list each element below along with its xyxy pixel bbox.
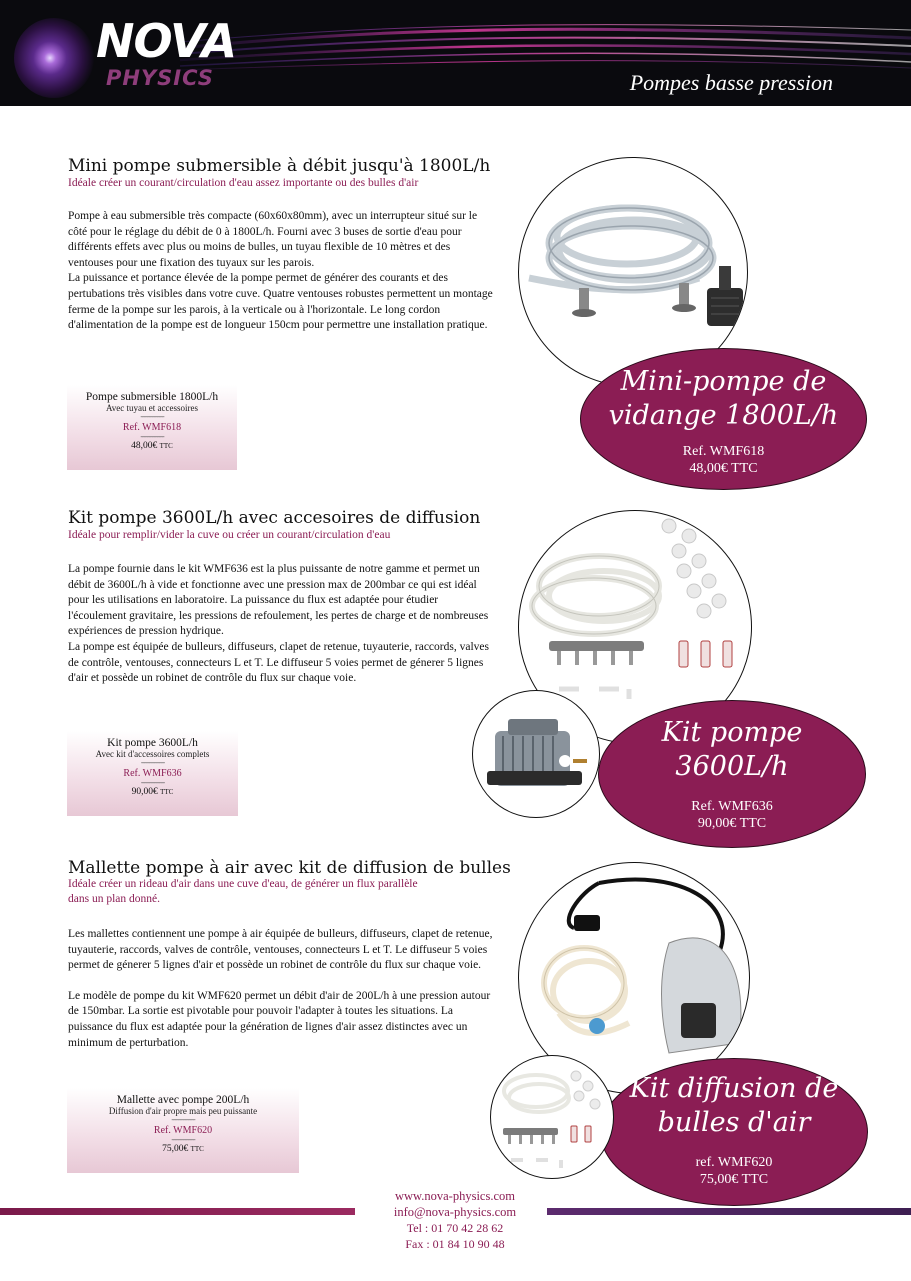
divider: -------------- <box>140 778 165 787</box>
oval-title: 3600L/h <box>675 751 789 782</box>
oval-price: 48,00€ TTC <box>689 461 758 476</box>
product-description: Diffusion d'air propre mais peu puissante <box>108 1106 258 1116</box>
product-ref: Ref. WMF618 <box>122 422 182 433</box>
section-3-subtitle: Idéale créer un rideau d'air dans une cuve d'eau, de générer un flux parallèle dans un plan donné. <box>68 878 418 905</box>
page-header <box>0 0 911 106</box>
divider: -------------- <box>140 758 165 767</box>
product-image-diffusion-accessories <box>490 1055 614 1179</box>
oval-title: Kit diffusion de <box>629 1073 839 1104</box>
footer-contact <box>340 1188 570 1252</box>
product-image-air-pump <box>472 690 600 818</box>
section-2-body <box>68 562 490 687</box>
oval-title: vidange 1800L/h <box>608 400 839 431</box>
section-1-body <box>68 209 498 334</box>
oval-title: Mini-pompe de <box>620 366 827 397</box>
oval-title: bulles d'air <box>657 1107 811 1138</box>
product-price: 90,00€ TTC <box>131 787 174 797</box>
logo-orb-icon <box>14 18 94 98</box>
section-1-title: Mini pompe submersible à débit jusqu'à 1800L/h <box>68 156 491 176</box>
section-3-title: Mallette pompe à air avec kit de diffusion de bulles <box>68 858 511 878</box>
divider: -------------- <box>140 412 164 421</box>
footer-tel: Tel : 01 70 42 28 62 <box>406 1221 504 1235</box>
logo-sub: PHYSICS <box>106 66 214 90</box>
divider: -------------- <box>171 1115 195 1124</box>
diffusion-accessories-illustration <box>491 1056 614 1179</box>
page-title: Pompes basse pression <box>629 70 833 95</box>
product-price: 75,00€ TTC <box>162 1144 204 1154</box>
product-ref: Ref. WMF636 <box>123 768 182 779</box>
logo-main: NOVA <box>96 14 237 68</box>
product-name: Mallette avec pompe 200L/h <box>116 1094 250 1106</box>
footer-bar-right <box>547 1208 911 1215</box>
section-1-subtitle: Idéale créer un courant/circulation d'eau assez importante ou des bulles d'air <box>68 177 419 189</box>
divider: -------------- <box>171 1135 195 1144</box>
highlight-oval-wmf618 <box>580 348 867 490</box>
product-name: Pompe submersible 1800L/h <box>85 391 219 403</box>
product-ref: Ref. WMF620 <box>153 1125 213 1136</box>
footer-email-link[interactable]: info@nova-physics.com <box>393 1205 517 1219</box>
footer-website-link[interactable]: www.nova-physics.com <box>394 1189 515 1203</box>
section-3-paragraph: Les mallettes contiennent une pompe à air équipée de bulleurs, diffuseurs, clapet de retenue, tuyauterie, raccords, valves de contrôle, ventouses, connecteurs L et T. Le diffuseur 5 voies permet de génerer 5 lignes d'air et possède un robinet de contrôle du flux sur chaque voie. <box>68 928 493 972</box>
oval-price: 90,00€ TTC <box>697 816 767 831</box>
section-2-paragraph: La pompe est équipée de bulleurs, diffuseurs, clapet de retenue, tuyauterie, raccords, valves de contrôle, ventouses, connecteurs L et T. Le diffuseur 5 voies permet de génerer 5 lignes d'air et possède un robinet de contrôle du flux sur chaque voie. <box>68 640 489 685</box>
section-2-paragraph: La pompe fournie dans le kit WMF636 est la plus puissante de notre gamme et permet un débit de 3600L/h à vide et fonctionne avec une pression max de 200mbar ce qui est idéal pour les utilisations en laboratoire. La puissance du flux est adaptée pour étudier l'écoulement gravitaire, les pressions de refoulement, les pertes de charge et de nombreuses expériences de pression hydrique. <box>68 563 489 638</box>
product-description: Avec tuyau et accessoires <box>105 403 199 413</box>
oval-ref: Ref. WMF618 <box>682 444 765 459</box>
light-streaks-decoration <box>180 18 911 78</box>
section-1-paragraph: Pompe à eau submersible très compacte (60x60x80mm), avec un interrupteur situé sur le côté pour le réglage du débit de 0 à 1800L/h. Fourni avec 3 buses de sortie d'eau pour différents effets avec plus ou moins de bulles, un tuyau flexible de 10 mètres et des ventouses pour une fixation des tuyaux sur les parois. <box>68 210 478 269</box>
section-2-subtitle: Idéale pour remplir/vider la cuve ou créer un courant/circulation d'eau <box>68 529 391 541</box>
highlight-oval-wmf636 <box>598 700 866 848</box>
air-pump-illustration <box>473 691 600 818</box>
product-box-wmf620 <box>67 1088 299 1173</box>
footer-fax: Fax : 01 84 10 90 48 <box>405 1237 505 1251</box>
product-box-wmf636 <box>67 731 238 816</box>
product-box-wmf618 <box>67 385 237 470</box>
divider: -------------- <box>140 432 164 441</box>
section-1-paragraph: La puissance et portance élevée de la pompe permet de générer des courants et des pertubations très visibles dans votre cuve. Quatre ventouses robustes permettent un montage ferme de la pompe sur les parois, à la verticale ou à l'horizontale. Le long cordon d'alimentation de la pompe est de longueur 150cm pour permettre une installation pratique. <box>68 272 493 332</box>
highlight-oval-wmf620 <box>600 1058 868 1206</box>
oval-title: Kit pompe <box>661 717 803 748</box>
footer-bar-left <box>0 1208 355 1215</box>
product-description: Avec kit d'accessoires complets <box>95 749 210 759</box>
oval-ref: Ref. WMF636 <box>691 799 773 814</box>
product-price: 48,00€ TTC <box>131 441 173 451</box>
section-3-body <box>68 927 493 1051</box>
oval-ref: ref. WMF620 <box>695 1155 773 1170</box>
section-2-title: Kit pompe 3600L/h avec accesoires de diffusion <box>68 508 481 528</box>
section-3-paragraph: Le modèle de pompe du kit WMF620 permet un débit d'air de 200L/h à une pression autour de 150mbar. La sortie est pivotable pour pouvoir l'adapter à toutes les situations. La puissance du flux est adaptée pour la génération de lignes d'air assez distinctes avec un minimum de perturbation. <box>68 989 491 1049</box>
oval-price: 75,00€ TTC <box>699 1172 769 1187</box>
product-name: Kit pompe 3600L/h <box>107 737 198 749</box>
